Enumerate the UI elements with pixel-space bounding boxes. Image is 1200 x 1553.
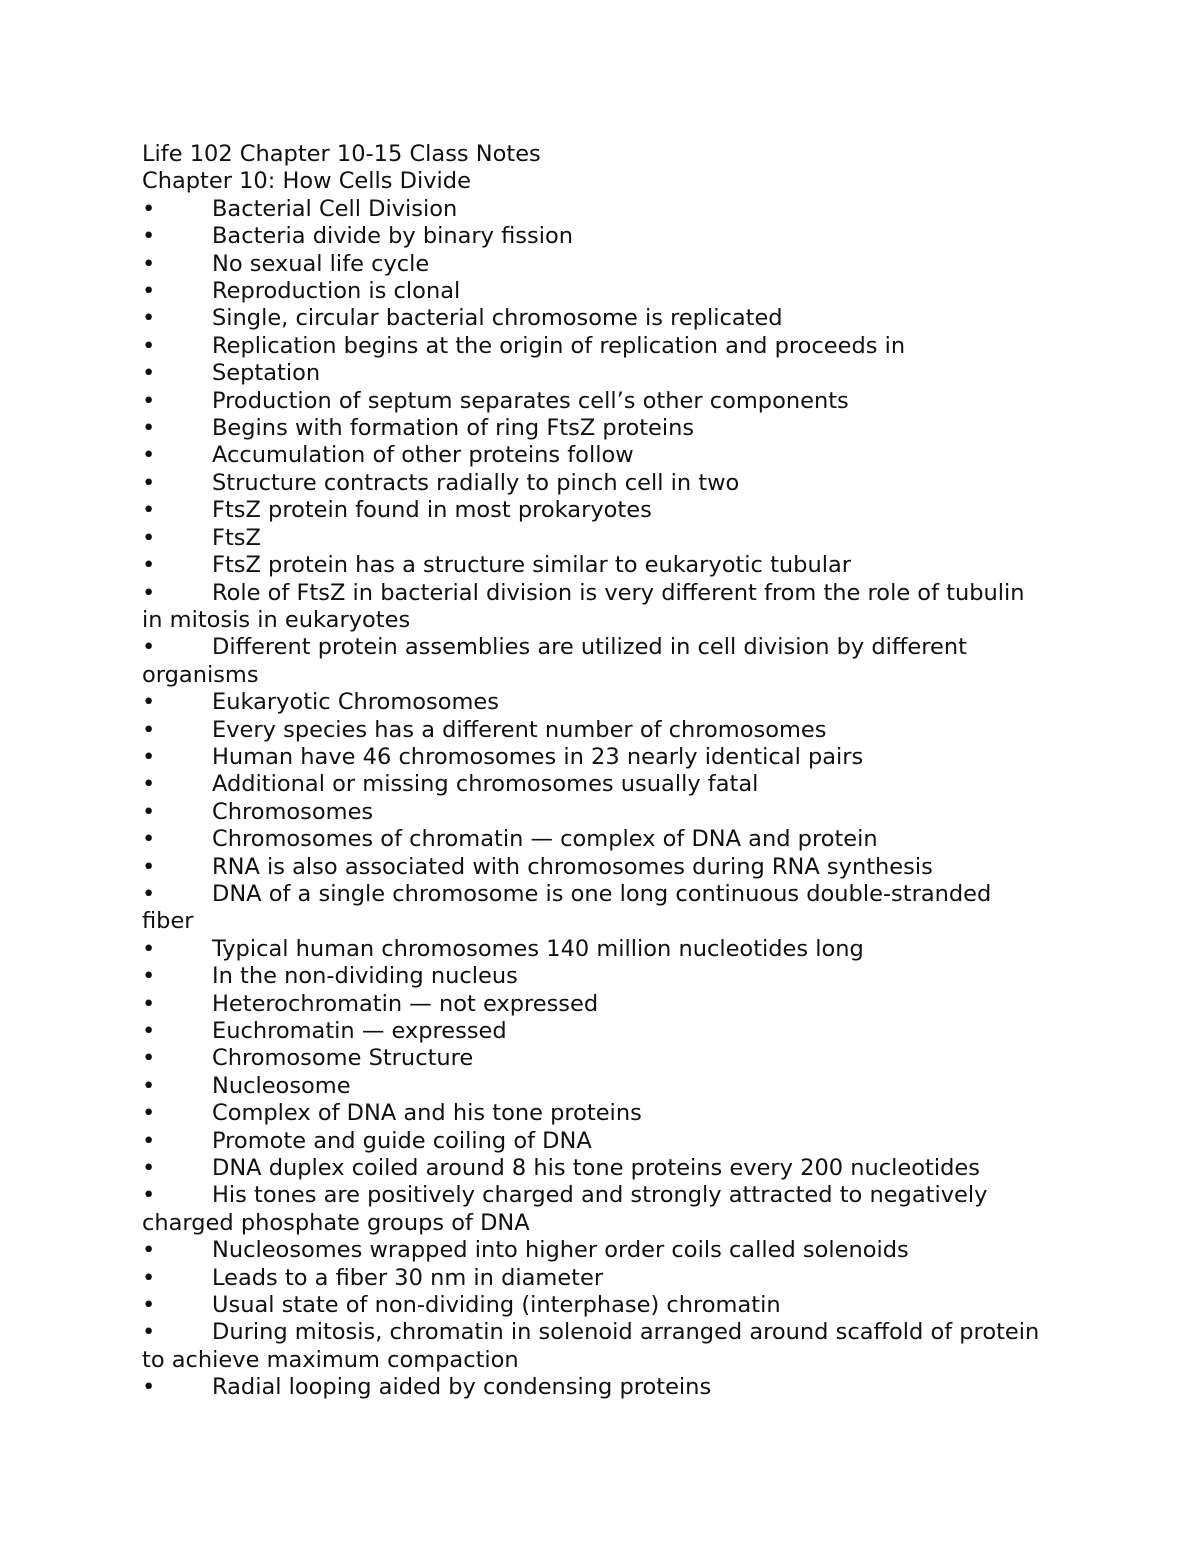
bullet-item bbox=[142, 442, 1042, 469]
bullet-item bbox=[142, 744, 1042, 771]
bullet-list bbox=[142, 196, 1042, 1402]
bullet-text: Reproduction is clonal bbox=[212, 278, 461, 305]
bullet-text: Chromosomes bbox=[212, 798, 374, 825]
bullet-text: Septation bbox=[212, 360, 321, 387]
bullet-item bbox=[142, 251, 1042, 278]
bullet-icon: • bbox=[142, 963, 156, 990]
bullet-icon: • bbox=[142, 743, 156, 770]
bullet-item bbox=[142, 1155, 1042, 1182]
bullet-icon: • bbox=[142, 1045, 156, 1072]
bullet-item bbox=[142, 1374, 1042, 1401]
bullet-item bbox=[142, 333, 1042, 360]
bullet-text: His tones are positively charged and strongly attracted to negatively charged phosphate groups of DNA bbox=[142, 1182, 988, 1236]
bullet-text: Nucleosomes wrapped into higher order coils called solenoids bbox=[212, 1237, 909, 1264]
bullet-icon: • bbox=[142, 1237, 156, 1264]
bullet-text: Different protein assemblies are utilized in cell division by different organisms bbox=[142, 634, 967, 688]
bullet-icon: • bbox=[142, 469, 156, 496]
bullet-item bbox=[142, 963, 1042, 990]
bullet-item bbox=[142, 1237, 1042, 1264]
bullet-item bbox=[142, 1128, 1042, 1155]
bullet-text: Euchromatin — expressed bbox=[212, 1018, 507, 1044]
bullet-icon: • bbox=[142, 1319, 156, 1346]
bullet-item bbox=[142, 771, 1042, 798]
bullet-item bbox=[142, 717, 1042, 744]
bullet-item bbox=[142, 1292, 1042, 1319]
bullet-item bbox=[142, 415, 1042, 442]
bullet-icon: • bbox=[142, 552, 156, 579]
bullet-icon: • bbox=[142, 689, 156, 716]
bullet-text: Accumulation of other proteins follow bbox=[212, 442, 634, 469]
bullet-item bbox=[142, 634, 1042, 689]
bullet-item bbox=[142, 991, 1042, 1018]
bullet-text: Complex of DNA and his tone proteins bbox=[212, 1100, 642, 1127]
bullet-text: FtsZ protein has a structure similar to eukaryotic tubular bbox=[212, 552, 851, 579]
bullet-text: FtsZ protein found in most prokaryotes bbox=[212, 497, 652, 524]
bullet-icon: • bbox=[142, 990, 156, 1017]
bullet-item bbox=[142, 525, 1042, 552]
bullet-text: Usual state of non-dividing (interphase) chromatin bbox=[212, 1292, 781, 1319]
bullet-text: Single, circular bacterial chromosome is replicated bbox=[212, 305, 783, 332]
bullet-text: Chromosomes of chromatin — complex of DNA and protein bbox=[212, 826, 878, 853]
bullet-icon: • bbox=[142, 387, 156, 414]
bullet-icon: • bbox=[142, 1264, 156, 1291]
bullet-item bbox=[142, 1182, 1042, 1237]
bullet-item bbox=[142, 470, 1042, 497]
bullet-icon: • bbox=[142, 250, 156, 277]
bullet-text: In the non-dividing nucleus bbox=[212, 963, 518, 990]
bullet-item bbox=[142, 1319, 1042, 1374]
bullet-icon: • bbox=[142, 195, 156, 222]
bullet-icon: • bbox=[142, 771, 156, 798]
bullet-icon: • bbox=[142, 1292, 156, 1319]
bullet-item bbox=[142, 1265, 1042, 1292]
bullet-text: Bacterial Cell Division bbox=[212, 195, 458, 222]
bullet-text: Nucleosome bbox=[212, 1072, 351, 1099]
bullet-text: Radial looping aided by condensing proteins bbox=[212, 1374, 712, 1401]
document-title: Life 102 Chapter 10-15 Class Notes bbox=[142, 141, 541, 167]
bullet-icon: • bbox=[142, 1182, 156, 1209]
bullet-icon: • bbox=[142, 798, 156, 825]
bullet-text: Begins with formation of ring FtsZ proteins bbox=[212, 415, 695, 442]
bullet-text: DNA of a single chromosome is one long continuous double-stranded fiber bbox=[142, 880, 992, 935]
bullet-icon: • bbox=[142, 1072, 156, 1099]
bullet-item bbox=[142, 388, 1042, 415]
bullet-item bbox=[142, 881, 1042, 936]
bullet-icon: • bbox=[142, 1127, 156, 1154]
bullet-text: Replication begins at the origin of replication and proceeds in bbox=[212, 332, 906, 359]
bullet-text: DNA duplex coiled around 8 his tone proteins every 200 nucleotides bbox=[212, 1155, 980, 1182]
bullet-text: Every species has a different number of chromosomes bbox=[212, 716, 827, 743]
bullet-icon: • bbox=[142, 223, 156, 250]
bullet-icon: • bbox=[142, 497, 156, 524]
bullet-text: Heterochromatin — not expressed bbox=[212, 990, 599, 1017]
chapter-heading: Chapter 10: How Cells Divide bbox=[142, 168, 471, 195]
bullet-icon: • bbox=[142, 579, 156, 606]
bullet-item bbox=[142, 854, 1042, 881]
bullet-item bbox=[142, 552, 1042, 579]
bullet-icon: • bbox=[142, 935, 156, 962]
bullet-icon: • bbox=[142, 1018, 156, 1044]
bullet-text: Eukaryotic Chromosomes bbox=[212, 689, 499, 716]
bullet-icon: • bbox=[142, 524, 156, 551]
bullet-item bbox=[142, 305, 1042, 332]
bullet-item bbox=[142, 196, 1042, 223]
bullet-icon: • bbox=[142, 305, 156, 332]
bullet-item bbox=[142, 360, 1042, 387]
bullet-text: RNA is also associated with chromosomes during RNA synthesis bbox=[212, 853, 933, 880]
bullet-text: Additional or missing chromosomes usually fatal bbox=[212, 771, 759, 798]
bullet-text: Leads to a fiber 30 nm in diameter bbox=[212, 1264, 604, 1291]
bullet-item bbox=[142, 1045, 1042, 1072]
bullet-text: Production of septum separates cell’s other components bbox=[212, 387, 849, 414]
bullet-item bbox=[142, 799, 1042, 826]
bullet-icon: • bbox=[142, 1374, 156, 1401]
bullet-icon: • bbox=[142, 415, 156, 442]
bullet-text: Chromosome Structure bbox=[212, 1045, 474, 1072]
bullet-icon: • bbox=[142, 634, 156, 661]
bullet-item bbox=[142, 936, 1042, 963]
bullet-item bbox=[142, 580, 1042, 635]
document-body bbox=[142, 141, 1042, 1402]
bullet-icon: • bbox=[142, 853, 156, 880]
bullet-item bbox=[142, 826, 1042, 853]
bullet-item bbox=[142, 223, 1042, 250]
bullet-text: Human have 46 chromosomes in 23 nearly identical pairs bbox=[212, 743, 864, 770]
bullet-icon: • bbox=[142, 716, 156, 743]
bullet-text: During mitosis, chromatin in solenoid arranged around scaffold of protein to achieve maximum compaction bbox=[142, 1319, 1040, 1373]
bullet-icon: • bbox=[142, 880, 156, 907]
bullet-item bbox=[142, 1073, 1042, 1100]
bullet-item bbox=[142, 689, 1042, 716]
bullet-item bbox=[142, 278, 1042, 305]
bullet-item bbox=[142, 1100, 1042, 1127]
bullet-text: FtsZ bbox=[212, 524, 261, 551]
bullet-item bbox=[142, 1018, 1042, 1045]
bullet-text: No sexual life cycle bbox=[212, 250, 430, 277]
bullet-icon: • bbox=[142, 826, 156, 853]
bullet-text: Role of FtsZ in bacterial division is very different from the role of tubulin in mitosis in eukaryotes bbox=[142, 579, 1025, 633]
bullet-item bbox=[142, 497, 1042, 524]
bullet-text: Structure contracts radially to pinch cell in two bbox=[212, 469, 740, 496]
bullet-text: Promote and guide coiling of DNA bbox=[212, 1127, 592, 1154]
bullet-icon: • bbox=[142, 442, 156, 469]
bullet-icon: • bbox=[142, 1155, 156, 1182]
bullet-icon: • bbox=[142, 278, 156, 305]
bullet-icon: • bbox=[142, 332, 156, 359]
bullet-icon: • bbox=[142, 360, 156, 387]
bullet-text: Bacteria divide by binary fission bbox=[212, 223, 574, 250]
bullet-text: Typical human chromosomes 140 million nucleotides long bbox=[212, 935, 864, 962]
bullet-icon: • bbox=[142, 1100, 156, 1127]
